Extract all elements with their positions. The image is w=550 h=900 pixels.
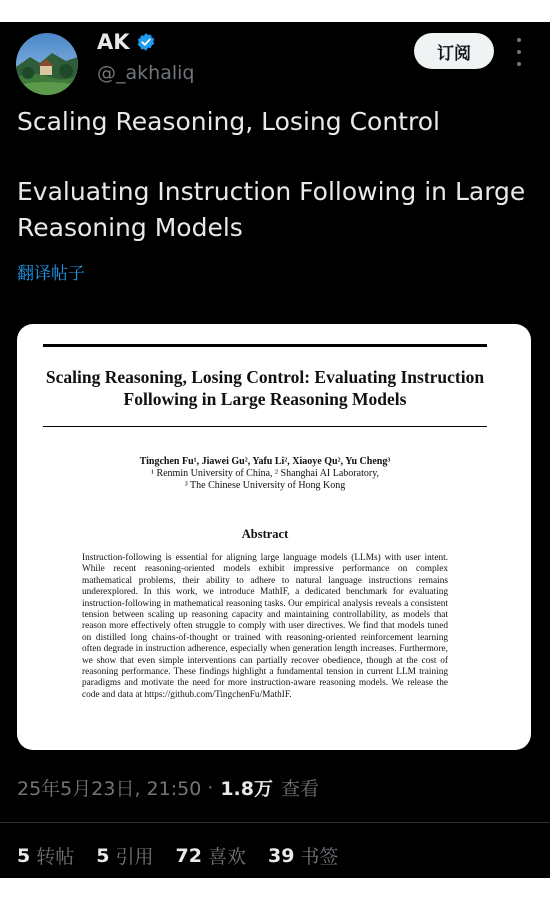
verified-badge-icon xyxy=(136,32,156,52)
likes-count: 72 xyxy=(175,844,202,867)
views-label: 查看 xyxy=(281,778,320,800)
paper-title-rule xyxy=(43,426,487,427)
paper-affiliations-2: ³ The Chinese University of Hong Kong xyxy=(184,480,346,491)
bookmarks-count: 39 xyxy=(267,844,295,867)
tweet-detail xyxy=(0,22,550,878)
paper-title: Scaling Reasoning, Losing Control: Evaluating Instruction Following in Large Reasoning Models xyxy=(45,367,485,409)
divider xyxy=(0,822,550,823)
tweet-line-1: Scaling Reasoning, Losing Control xyxy=(17,107,440,136)
likes-label: 喜欢 xyxy=(207,846,246,868)
post-timestamp[interactable]: 25年5月23日, 21:50 xyxy=(17,778,202,800)
paper-screenshot xyxy=(17,324,531,750)
subscribe-button[interactable]: 订阅 xyxy=(414,33,494,69)
tweet-text xyxy=(17,104,537,246)
bookmarks-stat[interactable] xyxy=(268,842,338,869)
quotes-label: 引用 xyxy=(115,846,154,868)
avatar-image xyxy=(16,33,78,95)
likes-stat[interactable] xyxy=(176,842,246,869)
engagement-stats xyxy=(17,842,360,869)
reposts-count: 5 xyxy=(17,844,31,867)
paper-authors-block xyxy=(37,456,493,492)
user-handle[interactable]: @_akhaliq xyxy=(97,62,195,84)
views-count: 1.8万 xyxy=(220,778,273,800)
display-name[interactable]: AK xyxy=(97,30,130,54)
media-image[interactable] xyxy=(17,324,531,750)
quotes-count: 5 xyxy=(96,844,110,867)
paper-authors: Tingchen Fu¹, Jiawei Gu², Yafu Li², Xiaoye Qu², Yu Cheng³ xyxy=(139,456,391,467)
avatar[interactable] xyxy=(16,33,78,95)
meta-separator: · xyxy=(207,776,214,799)
bookmarks-label: 书签 xyxy=(300,846,339,868)
reposts-label: 转帖 xyxy=(36,846,75,868)
author-block[interactable] xyxy=(97,30,194,84)
more-vertical-icon[interactable] xyxy=(508,38,530,66)
reposts-stat[interactable] xyxy=(17,842,74,869)
translate-post-link[interactable]: 翻译帖子 xyxy=(17,264,85,284)
abstract-text: Instruction-following is essential for aligning large language models (LLMs) with user intent. While recent reasoning-oriented models exhibit impressive performance on complex mathematical problems, their ability to adhere to natural language instructions remains underexplored. In this work, we introduce MathIF, a dedicated benchmark for evaluating instruction-following in mathematical reasoning tasks. Our empirical analysis reveals a consistent tension between scaling up reasoning capacity and maintaining controllability, as models that reason more effectively often struggle to comply with user directives. We find that models tuned on distilled long chains-of-thought or trained with reasoning-oriented reinforcement learning often degrade in instruction adherence, especially when generation length increases. Furthermore, we show that even simple interventions can partially recover obedience, though at the cost of reasoning performance. These findings highlight a fundamental tension in current LLM training paradigms and motivate the need for more instruction-aware reasoning models. We release the code and data at https://github.com/TingchenFu/MathIF. xyxy=(82,553,448,700)
paper-affiliations-1: ¹ Renmin University of China, ² Shanghai AI Laboratory, xyxy=(150,468,380,479)
quotes-stat[interactable] xyxy=(96,842,153,869)
paper-top-rule xyxy=(43,344,487,347)
post-meta xyxy=(17,774,319,801)
abstract-heading: Abstract xyxy=(241,527,289,541)
tweet-line-2: Evaluating Instruction Following in Large Reasoning Models xyxy=(17,177,526,242)
